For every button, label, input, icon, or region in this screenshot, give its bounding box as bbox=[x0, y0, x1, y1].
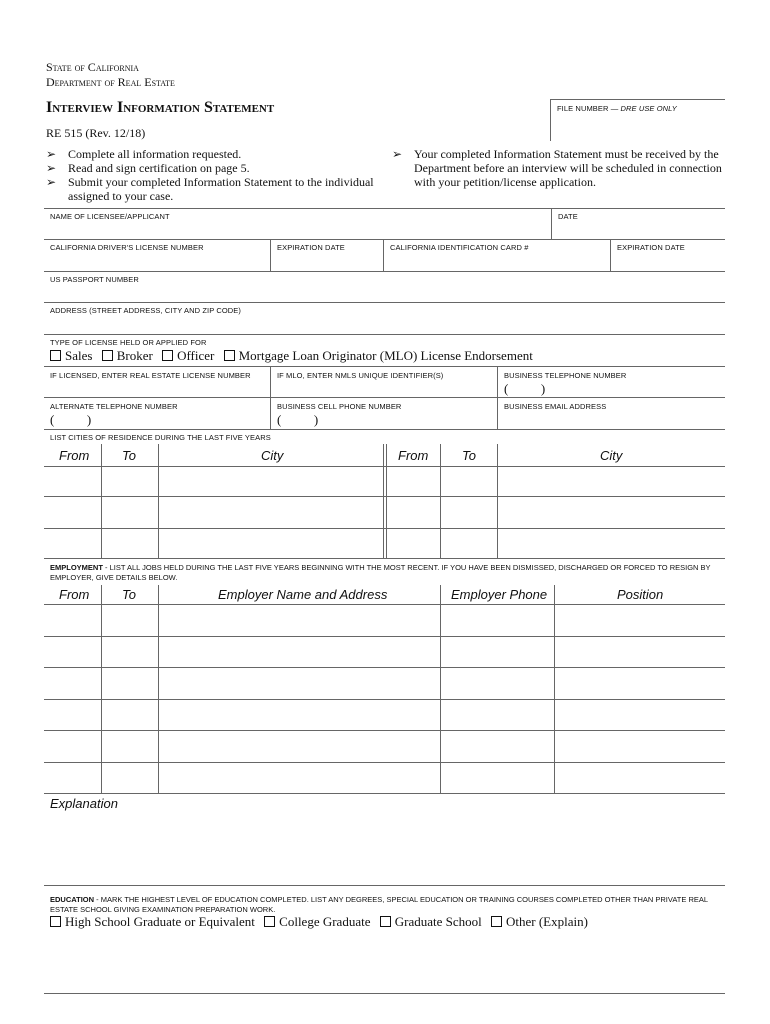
id-card-field[interactable]: CALIFORNIA IDENTIFICATION CARD # bbox=[390, 243, 529, 252]
license-type-label: TYPE OF LICENSE HELD OR APPLIED FOR bbox=[50, 338, 207, 347]
residence-header-city: City bbox=[261, 448, 284, 463]
residence-header-from-2: From bbox=[398, 448, 429, 463]
employment-instructions: EMPLOYMENT - LIST ALL JOBS HELD DURING THE LAST FIVE YEARS BEGINNING WITH THE MOST RECENT. IF YOU HAVE BEEN DISMISSED, DISCHARGED OR FORCED TO RESIGN BY EMPLOYER, GIVE DETAILS BELOW. bbox=[50, 563, 711, 582]
license-option-sales[interactable]: Sales bbox=[50, 348, 92, 363]
instruction-right: ➢ Your completed Information Statement must be received by the Department before an interview will be scheduled in connection with your petition/license application. bbox=[392, 147, 722, 189]
arrow-icon: ➢ bbox=[392, 147, 403, 161]
file-number-box[interactable] bbox=[550, 99, 725, 141]
business-phone-field[interactable]: BUSINESS TELEPHONE NUMBER ( ) bbox=[504, 371, 627, 396]
arrow-icon: ➢ bbox=[46, 161, 57, 175]
residence-header-to-2: To bbox=[462, 448, 476, 463]
arrow-icon: ➢ bbox=[46, 147, 57, 161]
education-option-other[interactable]: Other (Explain) bbox=[491, 914, 588, 929]
education-instructions: EDUCATION - MARK THE HIGHEST LEVEL OF EDUCATION COMPLETED. LIST ANY DEGREES, SPECIAL EDUCATION OR TRAINING COURSES COMPLETED OTHER THAN PRIVATE REAL ESTATE SCHOOL GIVING EXAMINATION PREPARATION WORK. bbox=[50, 895, 708, 914]
education-option-graduate[interactable]: Graduate School bbox=[380, 914, 482, 929]
arrow-icon: ➢ bbox=[46, 175, 57, 189]
education-option-college[interactable]: College Graduate bbox=[264, 914, 370, 929]
employment-header-to: To bbox=[122, 587, 136, 602]
employment-header-from: From bbox=[59, 587, 90, 602]
license-type-options bbox=[50, 348, 539, 364]
explanation-label: Explanation bbox=[50, 796, 118, 811]
checkbox-icon bbox=[491, 916, 502, 927]
id-expiration-field[interactable]: EXPIRATION DATE bbox=[617, 243, 685, 252]
name-field[interactable]: NAME OF LICENSEE/APPLICANT bbox=[50, 212, 170, 221]
dl-expiration-field[interactable]: EXPIRATION DATE bbox=[277, 243, 345, 252]
license-option-broker[interactable]: Broker bbox=[102, 348, 153, 363]
education-option-high-school[interactable]: High School Graduate or Equivalent bbox=[50, 914, 255, 929]
state-name: State of California bbox=[46, 60, 139, 74]
business-cell-field[interactable]: BUSINESS CELL PHONE NUMBER ( ) bbox=[277, 402, 402, 427]
re-license-field[interactable]: IF LICENSED, ENTER REAL ESTATE LICENSE NUMBER bbox=[50, 371, 251, 380]
checkbox-icon bbox=[264, 916, 275, 927]
employment-header-phone: Employer Phone bbox=[451, 587, 548, 602]
employment-header-position: Position bbox=[617, 587, 664, 602]
checkbox-icon bbox=[50, 350, 61, 361]
passport-field[interactable]: US PASSPORT NUMBER bbox=[50, 275, 139, 284]
employment-header-employer: Employer Name and Address bbox=[218, 587, 388, 602]
education-options bbox=[50, 914, 594, 930]
drivers-license-field[interactable]: CALIFORNIA DRIVER'S LICENSE NUMBER bbox=[50, 243, 204, 252]
business-email-field[interactable]: BUSINESS EMAIL ADDRESS bbox=[504, 402, 607, 411]
department-name: Department of Real Estate bbox=[46, 75, 175, 89]
checkbox-icon bbox=[102, 350, 113, 361]
checkbox-icon bbox=[162, 350, 173, 361]
residence-header-city-2: City bbox=[600, 448, 623, 463]
instruction-2: ➢ Read and sign certification on page 5. bbox=[46, 161, 250, 175]
explanation-area[interactable] bbox=[44, 814, 724, 884]
residence-header-from: From bbox=[59, 448, 90, 463]
form-title: Interview Information Statement bbox=[46, 99, 275, 116]
date-field[interactable]: DATE bbox=[558, 212, 578, 221]
instruction-1: ➢ Complete all information requested. bbox=[46, 147, 242, 161]
alternate-phone-field[interactable]: ALTERNATE TELEPHONE NUMBER ( ) bbox=[50, 402, 178, 427]
residence-header-to: To bbox=[122, 448, 136, 463]
file-number-label: FILE NUMBER — DRE USE ONLY bbox=[557, 104, 677, 113]
license-option-mlo[interactable]: Mortgage Loan Originator (MLO) License Endorsement bbox=[224, 348, 533, 363]
license-option-officer[interactable]: Officer bbox=[162, 348, 214, 363]
instruction-3: ➢ Submit your completed Information Statement to the individual assigned to your case. bbox=[46, 175, 374, 203]
checkbox-icon bbox=[224, 350, 235, 361]
cities-label: LIST CITIES OF RESIDENCE DURING THE LAST FIVE YEARS bbox=[50, 433, 271, 442]
address-field[interactable]: ADDRESS (STREET ADDRESS, CITY AND ZIP CODE) bbox=[50, 306, 242, 315]
checkbox-icon bbox=[380, 916, 391, 927]
education-details-area[interactable] bbox=[44, 934, 724, 992]
form-number: RE 515 (Rev. 12/18) bbox=[46, 126, 146, 140]
nmls-field[interactable]: IF MLO, ENTER NMLS UNIQUE IDENTIFIER(S) bbox=[277, 371, 444, 380]
checkbox-icon bbox=[50, 916, 61, 927]
